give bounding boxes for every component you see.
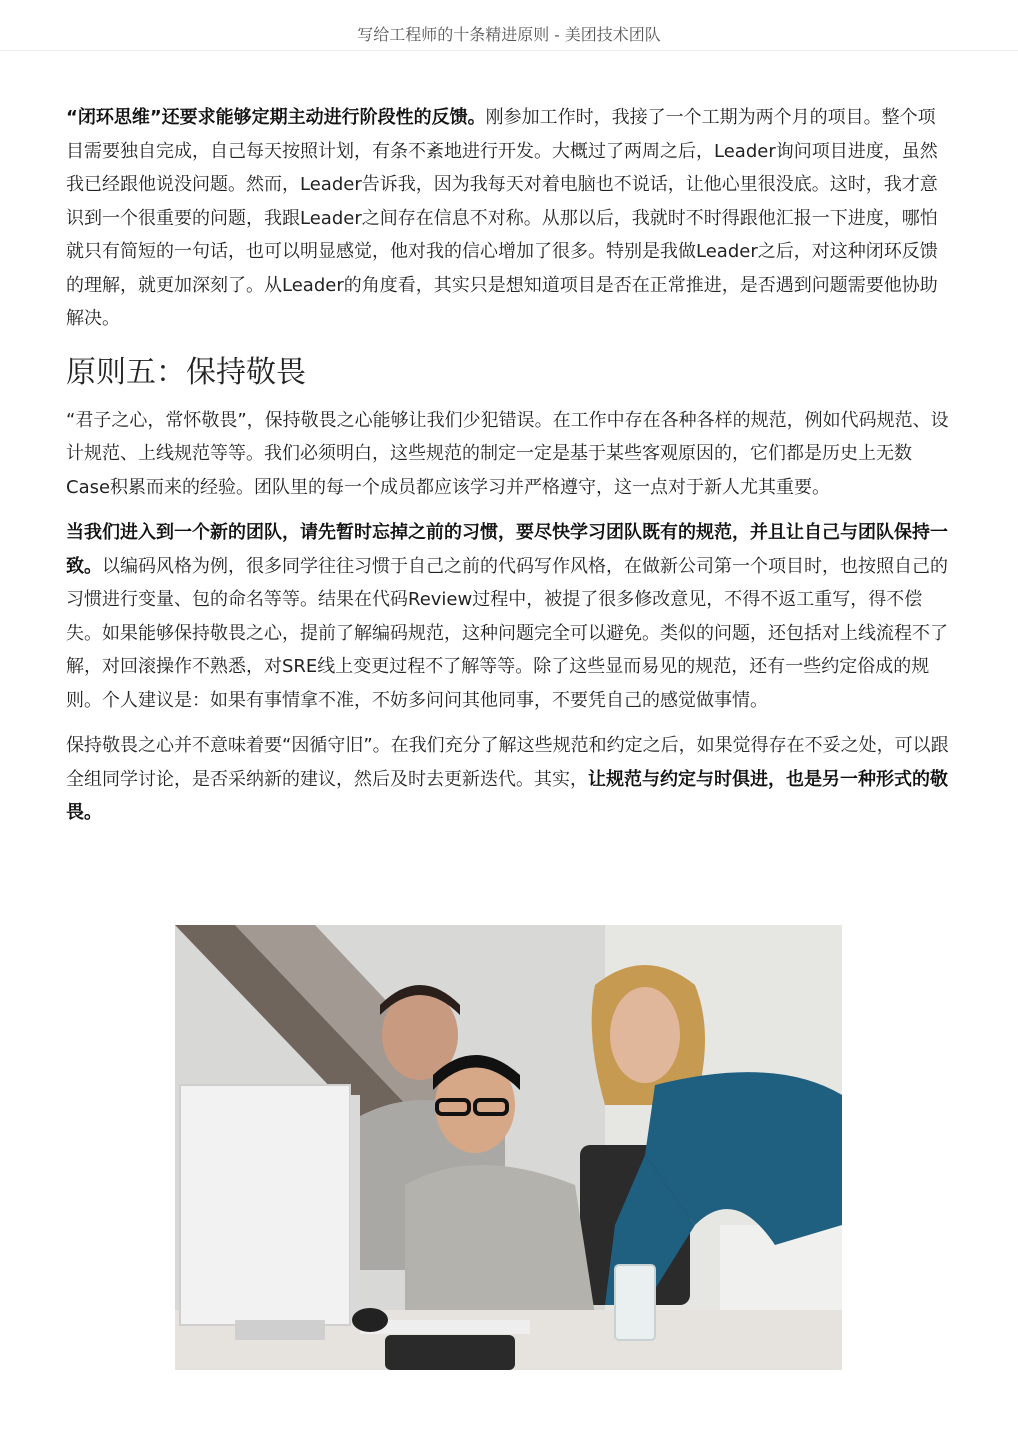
paragraph-iteration-bold: 让规范与约定与时俱进，也是另一种形式的敬畏。 [66, 768, 948, 823]
section-heading: 原则五：保持敬畏 [66, 354, 306, 390]
photo-person-center-body [405, 1165, 595, 1315]
paragraph-new-team-bold: 当我们进入到一个新的团队，请先暂时忘掉之前的习惯，要尽快学习团队既有的规范，并且让自己与团队保持一致。 [66, 522, 948, 577]
team-photo-illustration [175, 925, 842, 1370]
photo-desk-phone [385, 1335, 515, 1370]
paragraph-iteration-text: 保持敬畏之心并不意味着要“因循守旧”。在我们充分了解这些规范和约定之后，如果觉得存在不妥之处，可以跟全组同学讨论，是否采纳新的建议，然后及时去更新迭代。其实， [66, 735, 949, 790]
paragraph-respect-intro: “君子之心，常怀敬畏”，保持敬畏之心能够让我们少犯错误。在工作中存在各种各样的规范，例如代码规范、设计规范、上线规范等等。我们必须明白，这些规范的制定一定是基于某些客观原因的，它们都是历史上无数Case积累而来的经验。团队里的每一个成员都应该学习并严格遵守，这一点对于新人尤其重要。 [66, 409, 949, 498]
paragraph-feedback-text: 刚参加工作时，我接了一个工期为两个月的项目。整个项目需要独自完成，自己每天按照计划，有条不紊地进行开发。大概过了两周之后，Leader询问项目进度，虽然我已经跟他说没问题。然而，Leader告诉我，因为我每天对着电脑也不说话，让他心里很没底。这时，我才意识到一个很重要的问题，我跟Leader之间存在信息不对称。从那以后，我就时不时得跟他汇报一下进度，哪怕就只有简短的一句话，也可以明显感觉，他对我的信心增加了很多。特别是我做Leader之后，对这种闭环反馈的理解，就更加深刻了。从Leader的角度看，其实只是想知道项目是否在正常推进，是否遇到问题需要他协助解决。 [66, 107, 938, 329]
paragraph-new-team-text: 以编码风格为例，很多同学往往习惯于自己之前的代码写作风格，在做新公司第一个项目时，也按照自己的习惯进行变量、包的命名等等。结果在代码Review过程中，被提了很多修改意见，不得不返工重写，得不偿失。如果能够保持敬畏之心，提前了解编码规范，这种问题完全可以避免。类似的问题，还包括对上线流程不了解，对回滚操作不熟悉，对SRE线上变更过程不了解等等。除了这些显而易见的规范，还有一些约定俗成的规则。个人建议是：如果有事情拿不准，不妨多问问其他同事，不要凭自己的感觉做事情。 [66, 555, 948, 711]
photo-person-right-head [610, 987, 680, 1083]
photo-monitor-stand [235, 1320, 325, 1340]
paragraph-new-team [66, 516, 952, 717]
team-photo [175, 925, 842, 1370]
paragraph-iteration [66, 729, 952, 830]
page-header-title: 写给工程师的十条精进原则 - 美团技术团队 [357, 25, 661, 44]
article-body [66, 101, 952, 842]
paragraph-feedback [66, 101, 952, 336]
photo-monitor-edge [350, 1095, 360, 1320]
photo-glass [615, 1265, 655, 1340]
page-header [0, 0, 1018, 51]
photo-monitor [180, 1085, 350, 1325]
paragraph-feedback-bold: “闭环思维”还要求能够定期主动进行阶段性的反馈。 [66, 107, 486, 128]
photo-mouse [352, 1308, 388, 1332]
